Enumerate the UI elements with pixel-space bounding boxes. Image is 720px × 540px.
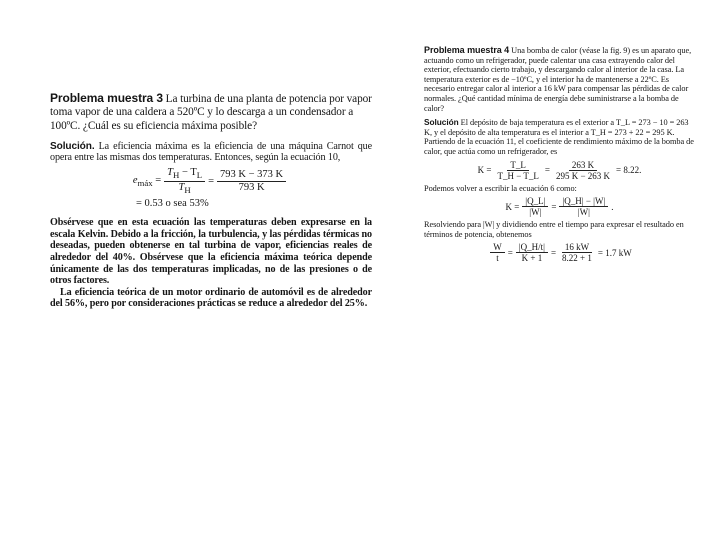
problem-3-solution-text: La eficiencia máxima es la eficiencia de una máquina Carnot que opera entre las mismas dos temperaturas. Entonces, según la ecuación 10, bbox=[50, 140, 372, 164]
problem-3-result bbox=[50, 198, 372, 209]
left-page-scan bbox=[50, 92, 372, 342]
problem-4-solution bbox=[424, 118, 695, 156]
eq3-fraction-2 bbox=[516, 242, 548, 263]
problem-3-header bbox=[50, 92, 372, 133]
problem-4-solution-label: Solución bbox=[424, 117, 459, 128]
problem-4-title: Problema muestra 4 bbox=[424, 46, 510, 55]
problem-4-equation-3: $\frac{W}{t}$ = $\frac{|Q\_H/t|}{K + 1}$ = $\frac{16 kW}{8.22 + 1}$ = 1.7 kW bbox=[424, 242, 695, 263]
problem-3-statement: La turbina de una planta de potencia por vapor toma vapor de una caldera a 520ºC y lo descarga a un condensador a 100ºC. ¿Cuál es su eficiencia máxima posible? bbox=[50, 93, 372, 132]
eq-lhs-sub: máx bbox=[137, 178, 153, 189]
eq2-lhs: K = bbox=[505, 201, 520, 212]
eq2-num-2: |Q_H| − |W| bbox=[559, 196, 608, 207]
eq3-den-3: 8.22 + 1 bbox=[562, 253, 592, 264]
problem-3-solution bbox=[50, 141, 372, 164]
eq-num-minus-tl: − T bbox=[181, 167, 197, 179]
eq1-den-numeric: 295 K − 263 K bbox=[555, 170, 611, 181]
problem-3-paragraph-2: La eficiencia teórica de un motor ordinario de automóvil es de alrededor del 56%, pero por consideraciones prácticas se reduce a alrededor del 25%. bbox=[50, 286, 372, 310]
eq2-den-1: |W| bbox=[529, 207, 542, 218]
eq3-num-3: 16 kW bbox=[562, 242, 592, 253]
eq-den-th: T bbox=[178, 182, 185, 194]
problem-3-equation: $e_{máx}$ = $\frac{T_H - T_L}{T_H}$ = $\frac{793 K - 373 K}{793 K}$ bbox=[50, 167, 372, 196]
eq3-num-1: W bbox=[490, 242, 505, 253]
problem-3-paragraph-1: Obsérvese que en esta ecuación las temperaturas deben expresarse en la escala Kelvin. Debido a la fricción, la turbulencia, y las pérdidas térmicas no deseadas, pueden obtenerse en tal turbina de vapor, eficiencias reales de alrededor del 40%. Obsérvese que la eficiencia máxima teórica depende únicamente de las dos temperaturas implicadas, no de las presiones o de otros factores. bbox=[50, 217, 372, 287]
eq-den-th-sub: H bbox=[184, 185, 191, 196]
eq-lhs: e bbox=[132, 175, 138, 187]
eq2-den-2: |W| bbox=[577, 207, 590, 218]
problem-4-equation-2 bbox=[424, 196, 695, 217]
eq1-result: = 8.22. bbox=[616, 165, 642, 176]
eq1-lhs: K = bbox=[477, 165, 492, 176]
eq3-fraction-3 bbox=[559, 242, 595, 263]
problem-4-statement: Una bomba de calor (véase la fig. 9) es un aparato que, actuando como un refrigerador, puede calentar una casa extrayendo calor del exterior, efectuando cierto trabajo, y descargando calor al interior de la casa. La temperatura exterior es de −10ºC, y el interior ha de mantenerse a 22ºC. Es necesario entregar calor al interior a 16 kW para compensar las pérdidas de calor normales. ¿Qué cantidad mínima de energía debe suministrarse a la bomba de calor? bbox=[424, 46, 692, 113]
eq2-num-1: |Q_L| bbox=[522, 196, 548, 207]
eq3-den-1: t bbox=[496, 253, 499, 264]
right-page-scan bbox=[424, 46, 695, 326]
eq-den-numeric: 793 K bbox=[238, 182, 265, 194]
eq-num-numeric: 793 K − 373 K bbox=[217, 169, 286, 182]
eq2-end: . bbox=[611, 201, 614, 212]
eq3-den-2: K + 1 bbox=[521, 253, 543, 264]
eq-num-th-sub: H bbox=[173, 170, 180, 181]
eq1-fraction-numeric bbox=[553, 160, 613, 181]
eq2-fraction-1 bbox=[522, 196, 548, 217]
eq1-fraction-symbolic bbox=[494, 160, 541, 181]
eq1-den-symbolic: T_H − T_L bbox=[497, 170, 539, 181]
problem-3-solution-label: Solución. bbox=[50, 140, 95, 152]
eq-fraction-numeric bbox=[217, 169, 286, 194]
eq-result: = 0.53 o sea 53% bbox=[136, 198, 209, 210]
eq-fraction-symbolic bbox=[164, 167, 205, 196]
eq3-result: = 1.7 kW bbox=[597, 247, 632, 258]
eq3-num-2: |Q_H/t| bbox=[516, 242, 548, 253]
problem-4-equation-1: K = $\frac{T\_L}{T\_H - T\_L}$ = $\frac{263 K}{295 K - 263 K}$ = 8.22. bbox=[477, 159, 642, 181]
problem-4-header bbox=[424, 46, 695, 113]
eq2-equals: = bbox=[551, 201, 557, 212]
problem-4-text-2: Podemos volver a escribir la ecuación 6 como: bbox=[424, 183, 577, 193]
eq-num-tl-sub: L bbox=[196, 170, 203, 181]
eq1-num-symbolic: T_L bbox=[507, 160, 529, 171]
problem-3-title: Problema muestra 3 bbox=[50, 92, 163, 105]
eq2-fraction-2 bbox=[559, 196, 608, 217]
problem-4-solution-text: El depósito de baja temperatura es el exterior a T_L = 273 − 10 = 263 K, y el depósito de alta temperatura es el interior a T_H = 273 + 22 = 295 K. Partiendo de la ecuación 11, el coeficiente de rendimiento máximo de la bomba de calor, que actúa como un refrigerador, es bbox=[424, 118, 694, 156]
eq3-equals: = bbox=[507, 247, 513, 258]
eq3-fraction-1 bbox=[490, 242, 505, 263]
problem-4-text-3: Resolviendo para |W| y dividiendo entre el tiempo para expresar el resultado en términos de potencia, obtenemos bbox=[424, 220, 684, 239]
eq-num-th: T bbox=[167, 167, 174, 179]
eq1-num-numeric: 263 K bbox=[569, 160, 597, 171]
